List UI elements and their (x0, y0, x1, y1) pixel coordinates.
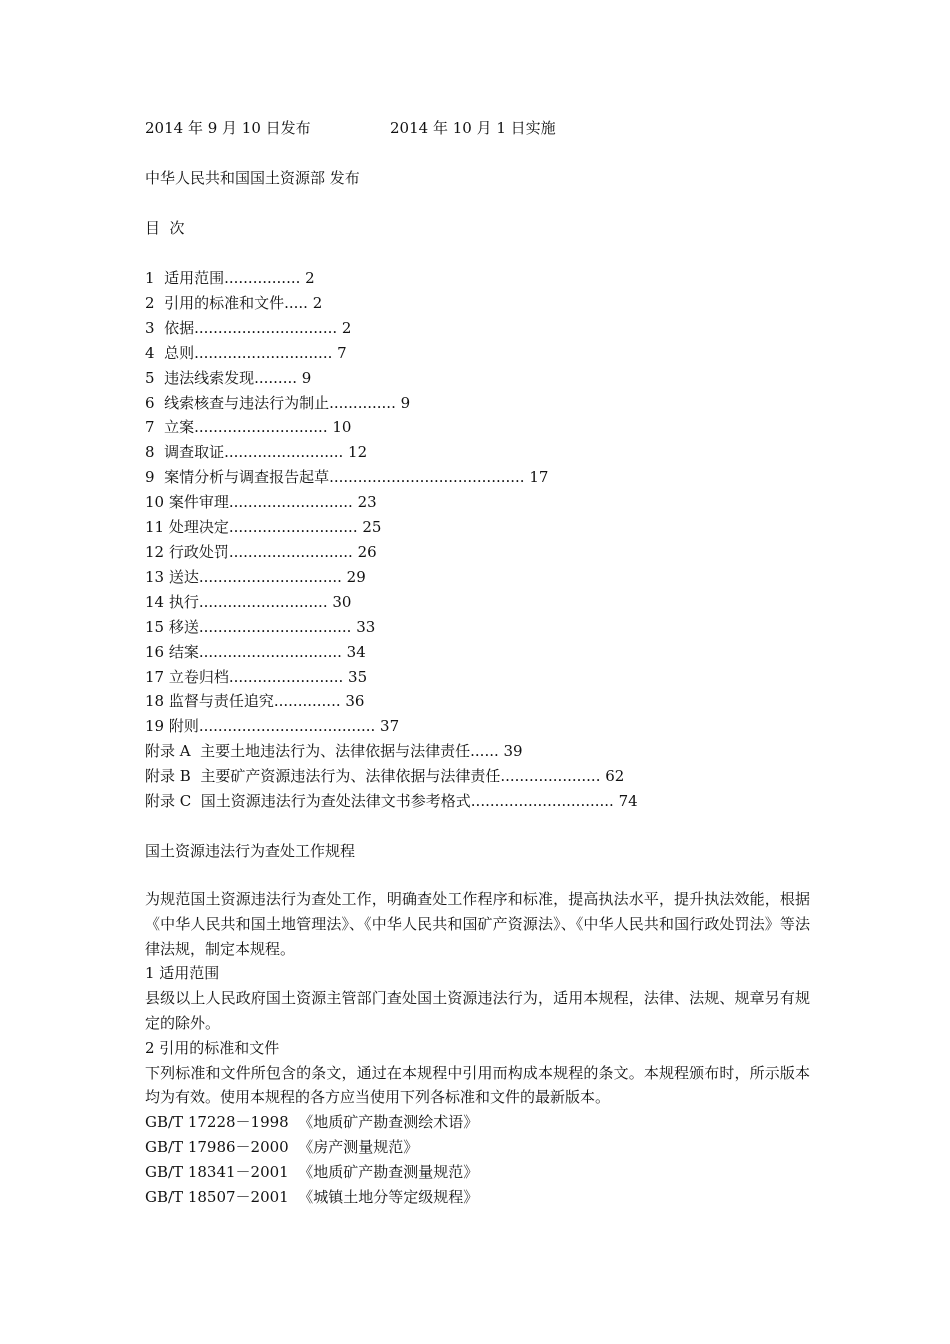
document-body (145, 887, 810, 1209)
toc-item: 附录 C 国土资源违法行为查处法律文书参考格式.............................. 74 (145, 792, 638, 811)
toc-item: 8 调查取证......................... 12 (145, 443, 368, 462)
toc-item: 13 送达.............................. 29 (145, 567, 366, 586)
toc-item: 5 违法线索发现......... 9 (145, 368, 312, 387)
toc-item: 3 依据.............................. 2 (145, 318, 352, 337)
publish-date: 2014 年 9 月 10 日发布 (145, 119, 311, 137)
standard-reference: GB/T 17986－2000 《房产测量规范》 (145, 1137, 419, 1156)
toc-item: 9 案情分析与调查报告起草......................................... 17 (145, 468, 549, 487)
toc-item: 17 立卷归档........................ 35 (145, 667, 368, 686)
toc-item: 6 线索核查与违法行为制止.............. 9 (145, 393, 411, 412)
toc-item: 2 引用的标准和文件..... 2 (145, 293, 323, 312)
toc-item: 10 案件审理.......................... 23 (145, 493, 377, 512)
toc-item: 11 处理决定........................... 25 (145, 518, 382, 537)
toc-item: 1 适用范围................ 2 (145, 269, 315, 287)
toc-item: 19 附则..................................... 37 (145, 717, 400, 736)
document-title: 国土资源违法行为查处工作规程 (145, 842, 356, 860)
toc-item: 14 执行........................... 30 (145, 592, 352, 611)
toc-item: 16 结案.............................. 34 (145, 642, 366, 661)
intro-paragraph: 为规范国土资源违法行为查处工作，明确查处工作程序和标准，提高执法水平，提升执法效能，根据《中华人民共和国土地管理法》、《中华人民共和国矿产资源法》、《中华人民共和国行政处罚法》等法律法规，制定本规程。 (145, 890, 810, 958)
section-heading: 2 引用的标准和文件 (145, 1038, 280, 1057)
standard-reference: GB/T 18507－2001 《城镇土地分等定级规程》 (145, 1187, 479, 1206)
effective-date: 2014 年 10 月 1 日实施 (390, 119, 556, 137)
section-heading: 1 适用范围 (145, 964, 220, 983)
section-paragraph: 县级以上人民政府国土资源主管部门查处国土资源违法行为，适用本规程，法律、法规、规章另有规定的除外。 (145, 989, 810, 1032)
date-line (145, 116, 815, 141)
toc-item: 15 移送................................ 33 (145, 617, 376, 636)
issuer: 中华人民共和国国土资源部 发布 (145, 169, 360, 187)
toc-item: 7 立案............................ 10 (145, 418, 352, 437)
standard-reference: GB/T 17228－1998 《地质矿产勘查测绘术语》 (145, 1113, 479, 1132)
standard-reference: GB/T 18341－2001 《地质矿产勘查测量规范》 (145, 1162, 479, 1181)
toc-item: 12 行政处罚.......................... 26 (145, 542, 377, 561)
toc-item: 18 监督与责任追究.............. 36 (145, 692, 365, 711)
toc-heading: 目 次 (145, 219, 185, 237)
toc-item: 附录 A 主要土地违法行为、法律依据与法律责任...... 39 (145, 742, 523, 761)
toc-item: 4 总则............................. 7 (145, 343, 347, 362)
table-of-contents (145, 266, 815, 814)
section-paragraph: 下列标准和文件所包含的条文，通过在本规程中引用而构成本规程的条文。本规程颁布时，所示版本均为有效。使用本规程的各方应当使用下列各标准和文件的最新版本。 (145, 1063, 810, 1107)
toc-item: 附录 B 主要矿产资源违法行为、法律依据与法律责任..................... 62 (145, 767, 625, 786)
